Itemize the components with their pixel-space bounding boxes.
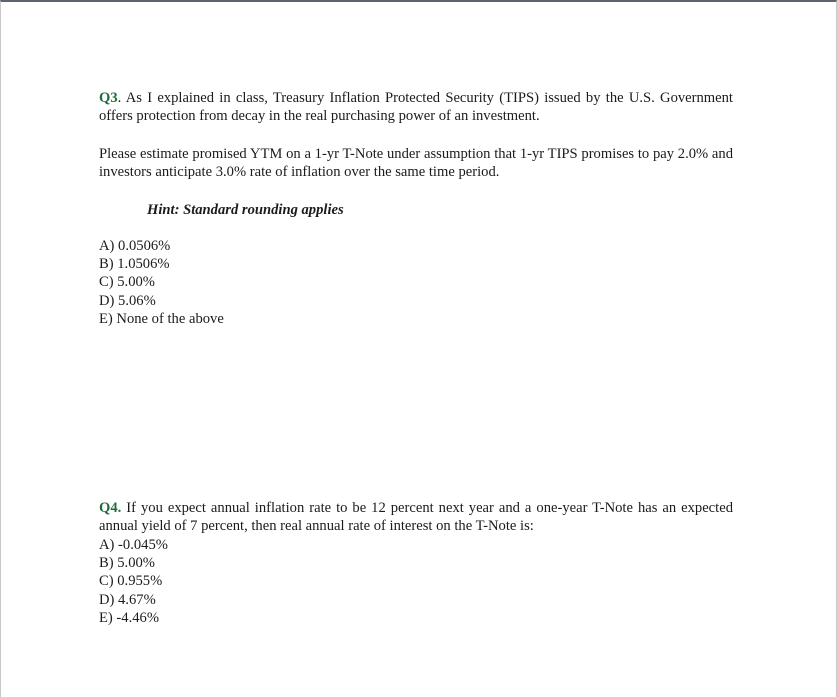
q3-option-e: E) None of the above: [99, 310, 224, 327]
q3-number: Q3: [99, 90, 118, 106]
q4-options: [99, 536, 168, 627]
q3-option-d: D) 5.06%: [99, 292, 156, 309]
q3-options: [99, 237, 224, 328]
q3-prompt: Please estimate promised YTM on a 1-yr T-Note under assumption that 1-yr TIPS promises to pay 2.0% and investors anticipate 3.0% rate of inflation over the same time period.: [99, 146, 733, 180]
q4-question: [99, 499, 733, 535]
q3-intro: [99, 89, 733, 125]
q4-option-d: D) 4.67%: [99, 591, 156, 608]
q3-option-b: B) 1.0506%: [99, 256, 170, 273]
q3-hint: Hint: Standard rounding applies: [147, 202, 344, 218]
q4-option-c: C) 0.955%: [99, 573, 163, 590]
q3-option-a: A) 0.0506%: [99, 238, 171, 254]
q4-question-text: If you expect annual inflation rate to be 12 percent next year and a one-year T-Note has an expected annual yield of 7 percent, then real annual rate of interest on the T-Note is:: [99, 500, 733, 534]
q4-option-a: A) -0.045%: [99, 537, 168, 553]
q3-option-c: C) 5.00%: [99, 274, 155, 291]
q3-intro-text: . As I explained in class, Treasury Inflation Protected Security (TIPS) issued by the U.S. Government offers protection from decay in the real purchasing power of an investment.: [99, 90, 733, 124]
q4-option-b: B) 5.00%: [99, 555, 155, 572]
q4-option-e: E) -4.46%: [99, 609, 159, 626]
q4-number: Q4.: [99, 500, 122, 516]
